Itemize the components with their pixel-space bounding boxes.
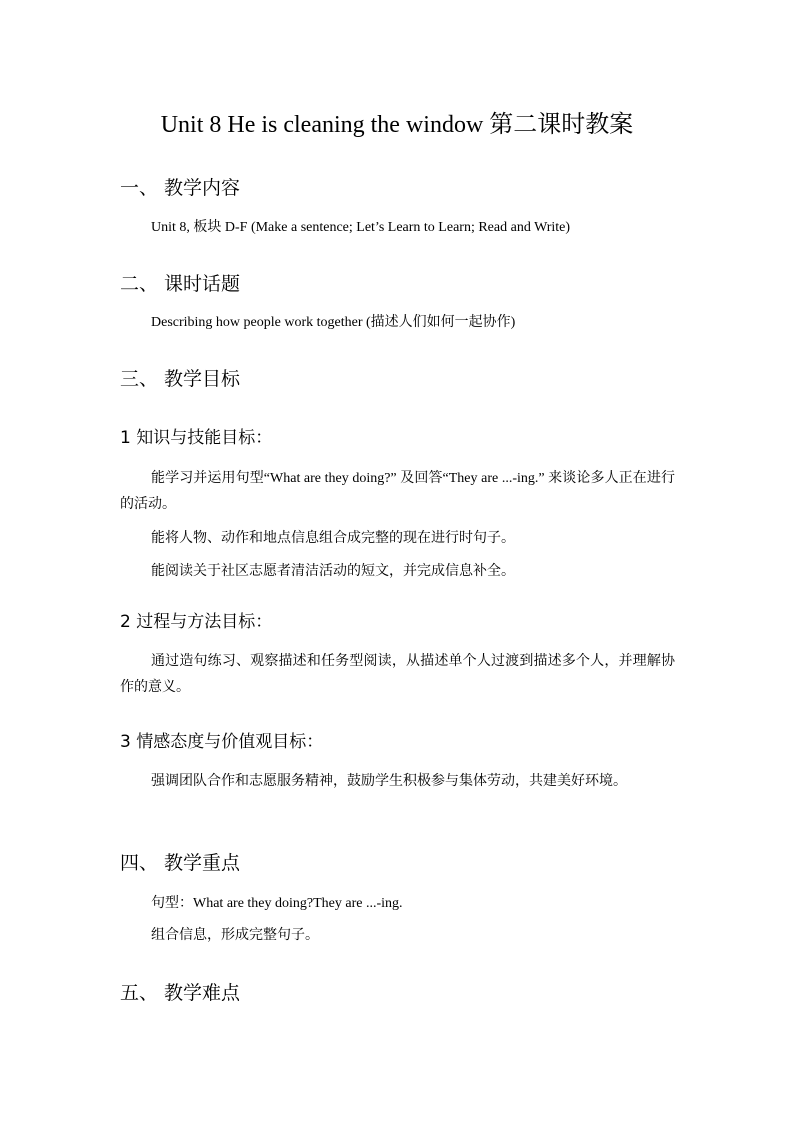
objective-paragraph: 能学习并运用句型“What are they doing?” 及回答“They are ...-ing.” 来谈论多人正在进行的活动。	[120, 471, 675, 512]
page-title: Unit 8 He is cleaning the window 第二课时教案	[160, 112, 634, 138]
section-heading-difficult-points: 五、 教学难点	[120, 982, 241, 1004]
section-heading-key-points: 四、 教学重点	[120, 852, 241, 874]
subsection-heading-process-methods: 2 过程与方法目标：	[120, 612, 273, 632]
key-point-line: 组合信息，形成完整句子。	[151, 928, 319, 943]
subsection-heading-values: 3 情感态度与价值观目标：	[120, 732, 324, 752]
key-point-line: 句型：What are they doing?They are ...-ing.	[151, 896, 403, 911]
objective-paragraph: 能将人物、动作和地点信息组合成完整的现在进行时句子。	[151, 531, 515, 546]
teaching-content-line: Unit 8, 板块 D-F (Make a sentence; Let’s Learn to Learn; Read and Write)	[151, 220, 571, 235]
objective-paragraph: 能阅读关于社区志愿者清洁活动的短文，并完成信息补全。	[151, 564, 515, 579]
section-heading-lesson-topic: 二、 课时话题	[120, 273, 241, 295]
subsection-heading-knowledge-skills: 1 知识与技能目标：	[120, 428, 273, 448]
lesson-topic-line: Describing how people work together (描述人们如何一起协作)	[151, 315, 516, 330]
section-heading-teaching-objectives: 三、 教学目标	[120, 368, 241, 390]
objective-paragraph: 强调团队合作和志愿服务精神，鼓励学生积极参与集体劳动，共建美好环境。	[151, 774, 627, 789]
section-heading-teaching-content: 一、 教学内容	[120, 177, 241, 199]
objective-paragraph: 通过造句练习、观察描述和任务型阅读，从描述单个人过渡到描述多个人，并理解协作的意义。	[120, 654, 675, 695]
